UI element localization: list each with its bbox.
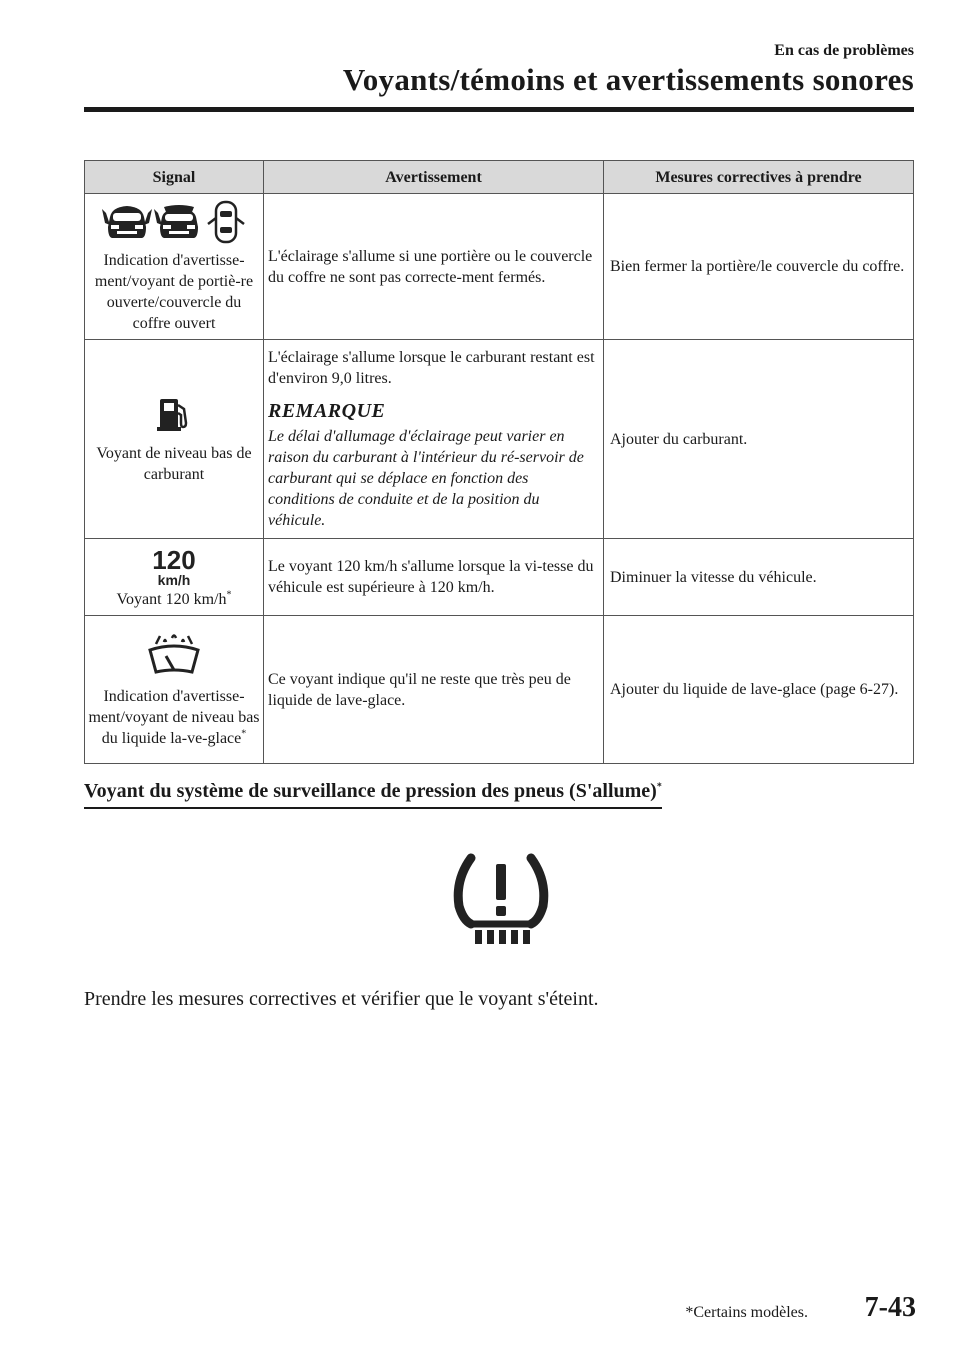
speed-icon-unit: km/h (157, 571, 191, 587)
action-cell (604, 340, 914, 539)
tpms-heading: Voyant du système de surveillance de pression des pneus (S'allume)* (84, 780, 662, 809)
speed-icon-number: 120 (152, 544, 196, 575)
signal-cell (85, 340, 264, 539)
warning-text: Le voyant 120 km/h s'allume lorsque la vi-tesse du véhicule est supérieure à 120 km/h. (268, 558, 594, 596)
warning-cell (264, 539, 604, 616)
footnote-mark: * (656, 781, 662, 793)
fuel-pump-icon (154, 393, 194, 433)
warning-cell (264, 194, 604, 340)
signal-cell (85, 194, 264, 340)
warning-cell (264, 616, 604, 764)
table-row (85, 539, 914, 616)
signal-label: Voyant de niveau bas de carburant (96, 445, 252, 483)
action-text: Bien fermer la portière/le couvercle du coffre. (610, 258, 905, 275)
speed-120-icon (148, 545, 200, 587)
signal-label: Indication d'avertisse-ment/voyant de niveau bas du liquide la-ve-glace* (88, 688, 260, 747)
page-number: 7-43 (864, 1292, 916, 1323)
action-cell (604, 194, 914, 340)
footnote-mark: * (241, 728, 247, 740)
col-header-action: Mesures correctives à prendre (604, 161, 914, 194)
signal-label: Voyant 120 km/h* (116, 589, 232, 608)
warning-table (84, 160, 914, 764)
signal-cell (85, 539, 264, 616)
action-text: Ajouter du liquide de lave-glace (page 6-27). (610, 681, 899, 698)
table-row (85, 616, 914, 764)
tire-pressure-warning-icon (451, 850, 551, 946)
warning-cell (264, 340, 604, 539)
signal-label: Indication d'avertisse-ment/voyant de portiè-re ouverte/couvercle du coffre ouvert (94, 251, 254, 332)
action-cell (604, 539, 914, 616)
action-text: Diminuer la vitesse du véhicule. (610, 568, 817, 586)
header-rule (84, 107, 914, 112)
tpms-instruction: Prendre les mesures correctives et vérifier que le voyant s'éteint. (84, 988, 599, 1010)
signal-cell (85, 616, 264, 764)
warning-text: L'éclairage s'allume si une portière ou le couvercle du coffre ne sont pas correcte-ment fermés. (268, 247, 593, 286)
warning-text: L'éclairage s'allume lorsque le carburant restant est d'environ 9,0 litres. (268, 349, 595, 387)
car-trunk-open-icon (154, 203, 204, 241)
col-header-signal: Signal (85, 161, 264, 194)
section-title: Voyants/témoins et avertissements sonores (342, 62, 914, 97)
action-cell (604, 616, 914, 764)
table-row (85, 340, 914, 539)
action-text: Ajouter du carburant. (610, 430, 748, 448)
washer-fluid-icon (144, 630, 204, 676)
car-door-open-icon (102, 203, 152, 241)
remark-text: Le délai d'allumage d'éclairage peut varier en raison du carburant à l'intérieur du ré-servoir de carburant qui se déplace en fonction des conditions de conduite et de la position du véhicule. (268, 428, 584, 529)
car-top-view-door-icon (206, 200, 246, 244)
remark-title: REMARQUE (268, 400, 386, 422)
table-row (85, 194, 914, 340)
warning-text: Ce voyant indique qu'il ne reste que très peu de liquide de lave-glace. (268, 670, 571, 709)
footnote: *Certains modèles. (685, 1304, 808, 1321)
table-header-row (85, 161, 914, 194)
col-header-warning: Avertissement (264, 161, 604, 194)
footnote-mark: * (226, 589, 232, 601)
chapter-title: En cas de problèmes (774, 42, 914, 59)
